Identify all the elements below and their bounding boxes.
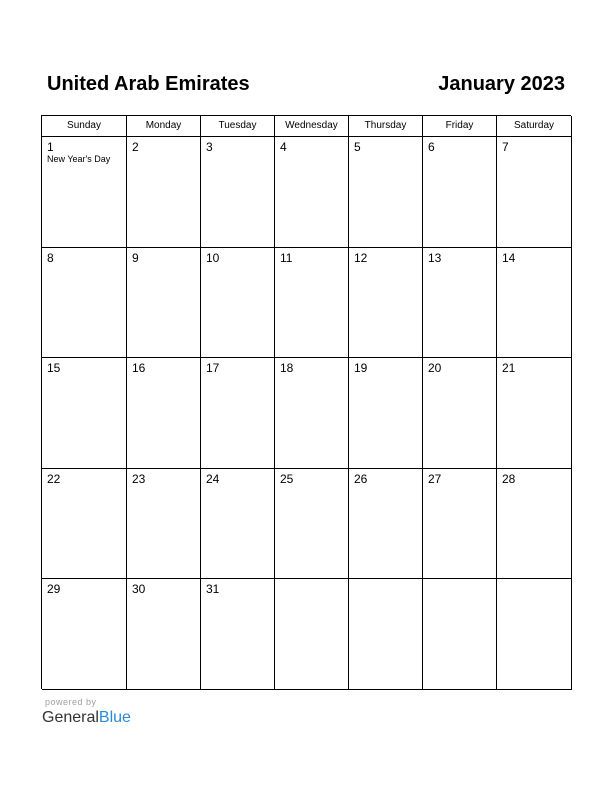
calendar-country-title: United Arab Emirates: [47, 73, 250, 95]
day-number: 13: [428, 251, 442, 265]
day-number: 19: [354, 361, 368, 375]
day-number: 2: [132, 140, 139, 154]
day-number: 27: [428, 472, 442, 486]
day-number: 24: [206, 472, 220, 486]
day-number: 31: [206, 582, 220, 596]
day-cell: [42, 469, 127, 579]
day-cell: [127, 358, 201, 469]
day-number: 29: [47, 582, 61, 596]
weekday-header-wednesday: Wednesday: [275, 116, 349, 137]
day-cell: [349, 137, 423, 248]
calendar-grid: [41, 115, 571, 689]
day-number: 14: [502, 251, 516, 265]
day-cell: [127, 248, 201, 358]
day-number: 21: [502, 361, 516, 375]
day-number: 10: [206, 251, 220, 265]
day-number: 8: [47, 251, 54, 265]
day-number: 23: [132, 472, 146, 486]
day-number: 12: [354, 251, 368, 265]
day-cell: [275, 248, 349, 358]
day-cell: [127, 469, 201, 579]
day-cell: [497, 137, 572, 248]
day-number: 18: [280, 361, 294, 375]
weekday-header-sunday: Sunday: [42, 116, 127, 137]
day-number: 3: [206, 140, 213, 154]
day-cell: [275, 579, 349, 690]
weekday-header-saturday: Saturday: [497, 116, 572, 137]
day-cell: [42, 137, 127, 248]
day-cell: [201, 248, 275, 358]
weekday-header-monday: Monday: [127, 116, 201, 137]
day-cell: [423, 469, 497, 579]
holiday-label: New Year's Day: [47, 154, 111, 164]
day-number: 28: [502, 472, 516, 486]
calendar-month-title: January 2023: [438, 73, 565, 95]
day-number: 26: [354, 472, 368, 486]
day-number: 20: [428, 361, 442, 375]
day-cell: [349, 248, 423, 358]
day-cell: [275, 137, 349, 248]
day-cell: [42, 358, 127, 469]
day-cell: [275, 358, 349, 469]
day-cell: [127, 579, 201, 690]
day-cell: [201, 358, 275, 469]
day-number: 7: [502, 140, 509, 154]
day-cell: [423, 579, 497, 690]
day-cell: [201, 469, 275, 579]
day-cell: [42, 248, 127, 358]
day-cell: [201, 137, 275, 248]
day-cell: [127, 137, 201, 248]
day-cell: [42, 579, 127, 690]
day-cell: [497, 579, 572, 690]
day-cell: [201, 579, 275, 690]
day-cell: [497, 358, 572, 469]
day-cell: [349, 469, 423, 579]
day-number: 15: [47, 361, 61, 375]
day-number: 17: [206, 361, 220, 375]
day-number: 16: [132, 361, 146, 375]
generalblue-logo[interactable]: [42, 708, 131, 728]
day-cell: [497, 469, 572, 579]
day-cell: [275, 469, 349, 579]
day-cell: [349, 358, 423, 469]
powered-by-text: powered by: [45, 697, 97, 707]
weekday-header-thursday: Thursday: [349, 116, 423, 137]
weekday-header-tuesday: Tuesday: [201, 116, 275, 137]
day-number: 4: [280, 140, 287, 154]
day-number: 25: [280, 472, 294, 486]
day-cell: [423, 248, 497, 358]
day-number: 11: [280, 251, 293, 265]
day-cell: [423, 137, 497, 248]
day-number: 1: [47, 140, 54, 154]
day-number: 9: [132, 251, 139, 265]
day-number: 30: [132, 582, 146, 596]
day-number: 22: [47, 472, 61, 486]
brand-name-part1: General: [42, 709, 99, 726]
day-number: 6: [428, 140, 435, 154]
day-number: 5: [354, 140, 361, 154]
day-cell: [349, 579, 423, 690]
weekday-header-friday: Friday: [423, 116, 497, 137]
day-cell: [497, 248, 572, 358]
brand-name-part2: Blue: [98, 709, 131, 726]
day-cell: [423, 358, 497, 469]
